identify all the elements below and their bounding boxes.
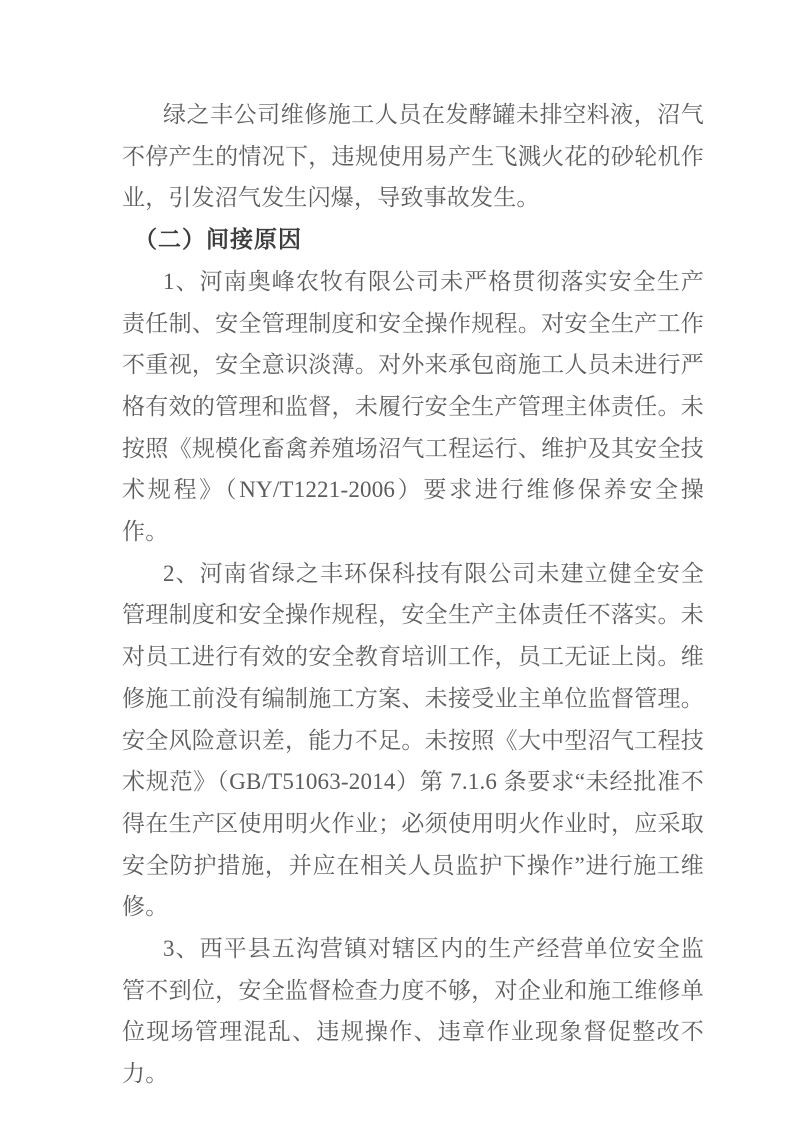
paragraph-indirect-cause-item-2: 2、河南省绿之丰环保科技有限公司未建立健全安全管理制度和安全操作规程，安全生产主体责任不落实。未对员工进行有效的安全教育培训工作，员工无证上岗。维修施工前没有编制施工方案、未接受业主单位监督管理。安全风险意识差，能力不足。未按照《大中型沼气工程技术规范》（GB/T51063-2014）第 7.1.6 条要求“未经批准不得在生产区使用明火作业；必须使用明火作业时，应采取安全防护措施，并应在相关人员监护下操作”进行施工维修。 — [122, 560, 704, 920]
paragraph-indirect-cause-item-3: 3、西平县五沟营镇对辖区内的生产经营单位安全监管不到位，安全监督检查力度不够，对企业和施工维修单位现场管理混乱、违规操作、违章作业现象督促整改不力。 — [122, 936, 704, 1087]
heading-indirect-cause: （二）间接原因 — [134, 227, 302, 253]
paragraph-direct-cause-detail: 绿之丰公司维修施工人员在发酵罐未排空料液，沼气不停产生的情况下，违规使用易产生飞溅火花的砂轮机作业，引发沼气发生闪爆，导致事故发生。 — [122, 102, 704, 211]
document-page — [122, 94, 704, 1095]
paragraph-indirect-cause-item-1: 1、河南奥峰农牧有限公司未严格贯彻落实安全生产责任制、安全管理制度和安全操作规程。对安全生产工作不重视，安全意识淡薄。对外来承包商施工人员未进行严格有效的管理和监督，未履行安全生产管理主体责任。未按照《规模化畜禽养殖场沼气工程运行、维护及其安全技术规程》（NY/T1221-2006）要求进行维修保养安全操作。 — [122, 268, 704, 545]
